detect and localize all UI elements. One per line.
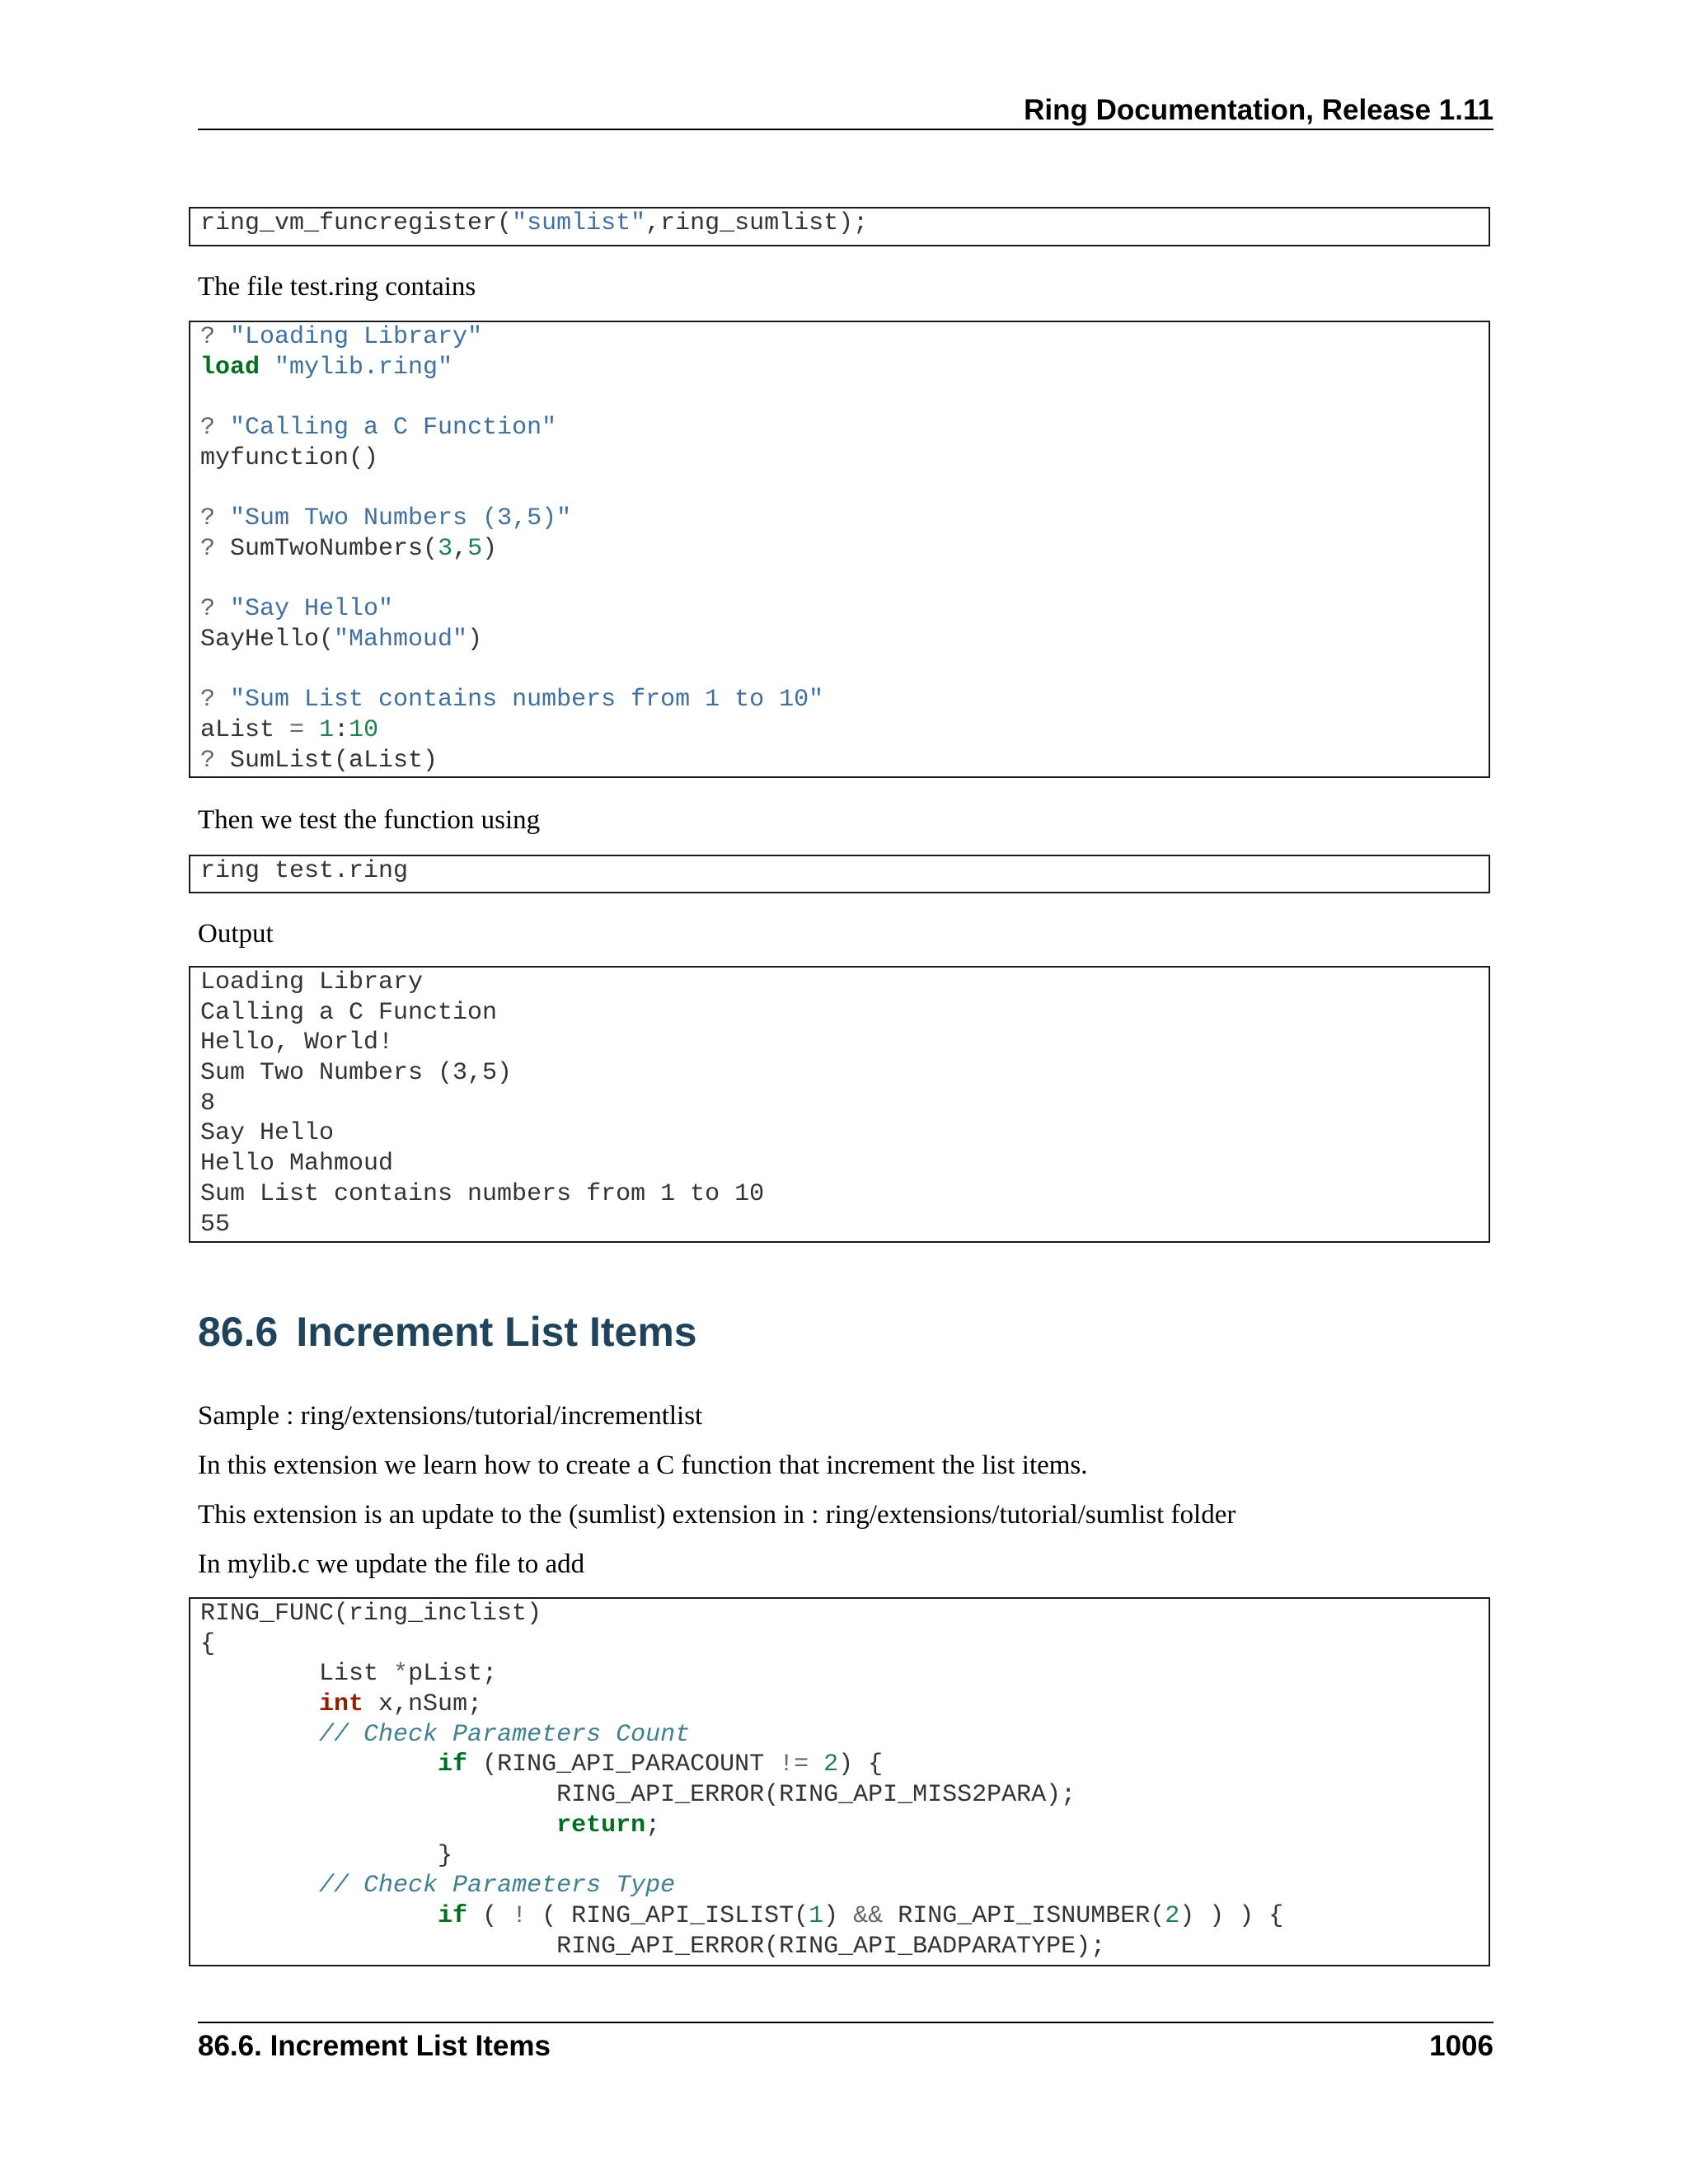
paragraph-then-test: Then we test the function using	[198, 805, 541, 835]
code-line: ? "Sum Two Numbers (3,5)"	[200, 504, 572, 533]
code-line: RING_API_ERROR(RING_API_BADPARATYPE);	[200, 1932, 1106, 1961]
header-rule	[198, 129, 1493, 130]
paragraph-update-note: This extension is an update to the (sumlist) extension in : ring/extensions/tutorial/sumlist folder	[198, 1500, 1236, 1530]
output-line: 8	[200, 1089, 216, 1118]
code-block-run-command	[189, 855, 1490, 893]
output-line: Calling a C Function	[200, 998, 498, 1027]
output-line: Sum Two Numbers (3,5)	[200, 1059, 513, 1088]
output-line: Hello Mahmoud	[200, 1150, 394, 1179]
paragraph-intro: In this extension we learn how to create a C function that increment the list items.	[198, 1451, 1088, 1480]
code-line: SayHello("Mahmoud")	[200, 625, 483, 654]
code-line: List *pList;	[200, 1660, 498, 1689]
output-line: Loading Library	[200, 968, 424, 996]
code-line-blank	[200, 382, 1489, 413]
section-heading	[198, 1307, 697, 1357]
code-line: ring test.ring	[200, 857, 409, 885]
running-header-title: Ring Documentation, Release 1.11	[1024, 94, 1493, 126]
paragraph-sample-path: Sample : ring/extensions/tutorial/incrementlist	[198, 1401, 703, 1431]
paragraph-test-file: The file test.ring contains	[198, 272, 476, 302]
output-line: Sum List contains numbers from 1 to 10	[200, 1179, 765, 1208]
code-line-blank	[200, 473, 1489, 504]
section-number: 86.6	[198, 1309, 279, 1355]
code-line: int x,nSum;	[319, 1690, 483, 1719]
code-line: // Check Parameters Type	[319, 1872, 676, 1900]
footer-section-label: 86.6. Increment List Items	[198, 2030, 551, 2062]
code-block-test-ring	[189, 321, 1490, 778]
code-line: }	[200, 1841, 453, 1870]
code-line: if (RING_API_PARACOUNT != 2) {	[438, 1750, 884, 1779]
code-line: ? SumTwoNumbers(3,5)	[200, 534, 498, 563]
output-line: Hello, World!	[200, 1029, 394, 1057]
code-line: aList = 1:10	[200, 715, 379, 744]
output-line: Say Hello	[200, 1119, 335, 1148]
code-block-register	[189, 207, 1490, 246]
code-line-blank	[200, 565, 1489, 595]
code-line: ? "Say Hello"	[200, 595, 394, 624]
code-line: return;	[556, 1811, 661, 1840]
code-line: ? "Loading Library"	[200, 323, 483, 351]
code-line: ? "Calling a C Function"	[200, 414, 557, 443]
output-line: 55	[200, 1210, 231, 1239]
code-block-inclist	[189, 1597, 1490, 1966]
footer-rule	[198, 2022, 1493, 2023]
section-title: Increment List Items	[296, 1309, 697, 1355]
code-line: RING_FUNC(ring_inclist)	[200, 1600, 542, 1628]
code-line: ring_vm_funcregister("sumlist",ring_sumlist);	[200, 209, 869, 237]
code-block-output	[189, 966, 1490, 1243]
code-line: ? "Sum List contains numbers from 1 to 10"	[200, 686, 824, 715]
code-line: RING_API_ERROR(RING_API_MISS2PARA);	[200, 1781, 1076, 1810]
code-line: {	[200, 1629, 216, 1658]
code-line: if ( ! ( RING_API_ISLIST(1) && RING_API_ISNUMBER(2) ) ) {	[438, 1901, 1284, 1930]
paragraph-output: Output	[198, 919, 274, 949]
code-line-blank	[200, 655, 1489, 686]
code-line: ? SumList(aList)	[200, 746, 438, 775]
paragraph-mylib: In mylib.c we update the file to add	[198, 1549, 585, 1579]
code-line: load "mylib.ring"	[200, 353, 453, 382]
code-line: myfunction()	[200, 443, 379, 472]
footer-page-number: 1006	[1429, 2030, 1493, 2062]
code-line: // Check Parameters Count	[319, 1720, 691, 1749]
